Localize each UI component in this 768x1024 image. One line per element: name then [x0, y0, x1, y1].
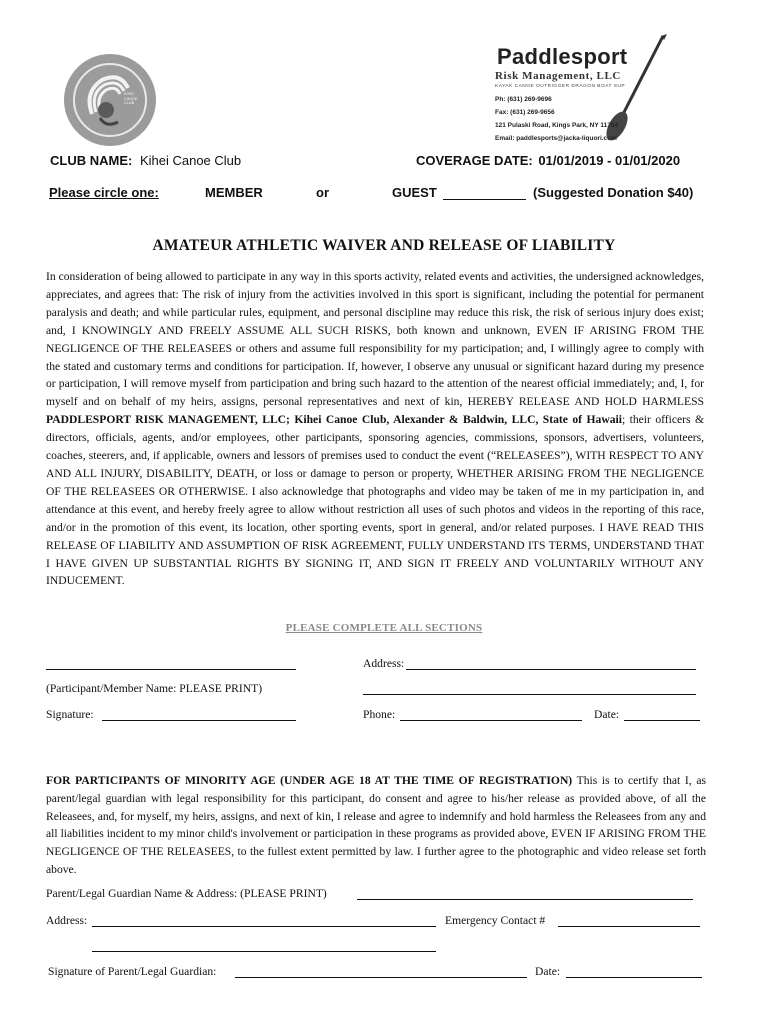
coverage-value: 01/01/2019 - 01/01/2020: [538, 153, 681, 168]
guardian-name-label: Parent/Legal Guardian Name & Address: (PLEASE PRINT): [46, 887, 327, 900]
signature-label: Signature:: [46, 708, 94, 721]
participant-name-line[interactable]: [46, 669, 296, 670]
member-option[interactable]: MEMBER: [205, 185, 263, 200]
minor-text: This is to certify that I, as parent/legal guardian with legal responsibility for this participant, do consent and agree to his/her release as provided above, of all the Releasees, and, for myself, my heirs, assigns, and next of kin, I release and agree to indemnify and hold harmless the Releasees from any and all liabilities incident to my minor child's involvement or participation in these programs as provided above, EVEN IF ARISING FROM THE NEGLIGENCE OF THE RELEASEES, to the fullest extent permitted by law. I further agree to the photographic and video release set forth above.: [46, 774, 707, 876]
releasees-list: PADDLESPORT RISK MANAGEMENT, LLC; Kihei Canoe Club, Alexander & Baldwin, LLC, State of Hawaii: [46, 413, 622, 427]
waiver-paragraph: [46, 268, 704, 590]
document-title: AMATEUR ATHLETIC WAIVER AND RELEASE OF LIABILITY: [152, 237, 616, 254]
signature-line[interactable]: [102, 720, 296, 721]
guest-option[interactable]: GUEST: [392, 185, 437, 200]
company-fax: Fax: (631) 269-9656: [495, 109, 555, 116]
club-name-row: [50, 153, 241, 168]
guardian-signature-line[interactable]: [235, 977, 527, 978]
guardian-address-line-2[interactable]: [92, 951, 436, 952]
waiver-text-part1: In consideration of being allowed to participate in any way in this sports activity, related events and activities, the undersigned acknowledges, appreciates, and agrees that: The risk of injury from the activities involved in this sport is significant, including the potential for permanent paralysis and death; and while particular rules, equipment, and personal discipline may reduce this risk, the risk of serious injury does exist; and, I KNOWINGLY AND FREELY ASSUME ALL SUCH RISKS, both known and unknown, EVEN IF ARISING FROM THE NEGLIGENCE OF THE RELEASEES or others and assume full responsibility for my participation; and, I willingly agree to comply with the stated and customary terms and conditions for participation. If, however, I observe any unusual or significant hazard during my presence or participation, I will remove myself from participation and bring such hazard to the attention of the nearest official immediately; and, I, for myself and on behalf of my heirs, assigns, personal representatives and next of kin, HEREBY RELEASE AND HOLD HARMLESS: [46, 270, 704, 409]
company-address: 121 Pulaski Road, Kings Park, NY 11754: [495, 122, 619, 129]
coverage-row: [416, 153, 680, 168]
guest-donation-line[interactable]: [443, 199, 526, 200]
company-name: Paddlesport: [497, 44, 628, 69]
guardian-signature-label: Signature of Parent/Legal Guardian:: [48, 965, 217, 978]
guardian-address-line-1[interactable]: [92, 926, 436, 927]
circle-one-label: Please circle one:: [49, 185, 159, 200]
guardian-name-line[interactable]: [357, 899, 693, 900]
participant-name-label: (Participant/Member Name: PLEASE PRINT): [46, 682, 263, 695]
company-phone: Ph: (631) 269-9696: [495, 96, 552, 103]
coverage-label: COVERAGE DATE:: [416, 153, 533, 168]
address-label: Address:: [363, 657, 405, 670]
minor-heading: FOR PARTICIPANTS OF MINORITY AGE (UNDER AGE 18 AT THE TIME OF REGISTRATION): [46, 774, 573, 787]
emergency-contact-line[interactable]: [558, 926, 700, 927]
guardian-address-label: Address:: [46, 914, 88, 927]
donation-note: (Suggested Donation $40): [533, 185, 694, 200]
company-tagline: KAYAK CANOE OUTRIGGER DRAGON BOAT SUP: [495, 84, 626, 89]
address-line-1[interactable]: [406, 669, 696, 670]
or-text: or: [316, 185, 329, 200]
complete-sections-note: PLEASE COMPLETE ALL SECTIONS: [285, 622, 483, 634]
guardian-date-label: Date:: [535, 965, 561, 978]
phone-label: Phone:: [363, 708, 396, 721]
club-logo-text: KIHEI CANOE CLUB: [124, 92, 138, 105]
waiver-text-part2: ; their officers & directors, officials, agents, and/or employees, other participants, sponsoring agencies, commissions, sponsors, advertisers, volunteers, coaches, steerers, and, if applicable, owners and lessors of premises used to conduct the event (“RELEASEES”), WITH RESPECT TO ANY AND ALL INJURY, DISABILITY, DEATH, or loss or damage to person or property, WHETHER ARISING FROM THE NEGLIGENCE OF THE RELEASEES OR OTHERWISE. I also acknowledge that photographs and video may be taken of me in my participation in, and attendance at this event, and hereby freely agree to allow without restriction all uses of such photos and videos in the reporting of this race, and/or in the promotion of this event, its location, other sporting events, sport in general, and/or related purposes. I HAVE READ THIS RELEASE OF LIABILITY AND ASSUMPTION OF RISK AGREEMENT, FULLY UNDERSTAND ITS TERMS, UNDERSTAND THAT I HAVE GIVEN UP SUBSTANTIAL RIGHTS BY SIGNING IT, AND SIGN IT FREELY AND VOLUNTARILY WITHOUT ANY INDUCEMENT.: [46, 413, 705, 588]
company-logo: [485, 30, 675, 148]
minor-paragraph: [46, 772, 706, 879]
emergency-contact-label: Emergency Contact #: [445, 914, 546, 927]
date-line[interactable]: [624, 720, 700, 721]
club-logo: [62, 52, 158, 148]
phone-line[interactable]: [400, 720, 582, 721]
club-name-label: CLUB NAME:: [50, 153, 133, 168]
company-subtitle: Risk Management, LLC: [495, 70, 621, 82]
date-label: Date:: [594, 708, 620, 721]
address-line-2[interactable]: [363, 694, 696, 695]
company-email: Email: paddlesports@jacka-liquori.com: [495, 135, 617, 142]
club-name-value: Kihei Canoe Club: [139, 153, 242, 168]
guardian-date-line[interactable]: [566, 977, 702, 978]
